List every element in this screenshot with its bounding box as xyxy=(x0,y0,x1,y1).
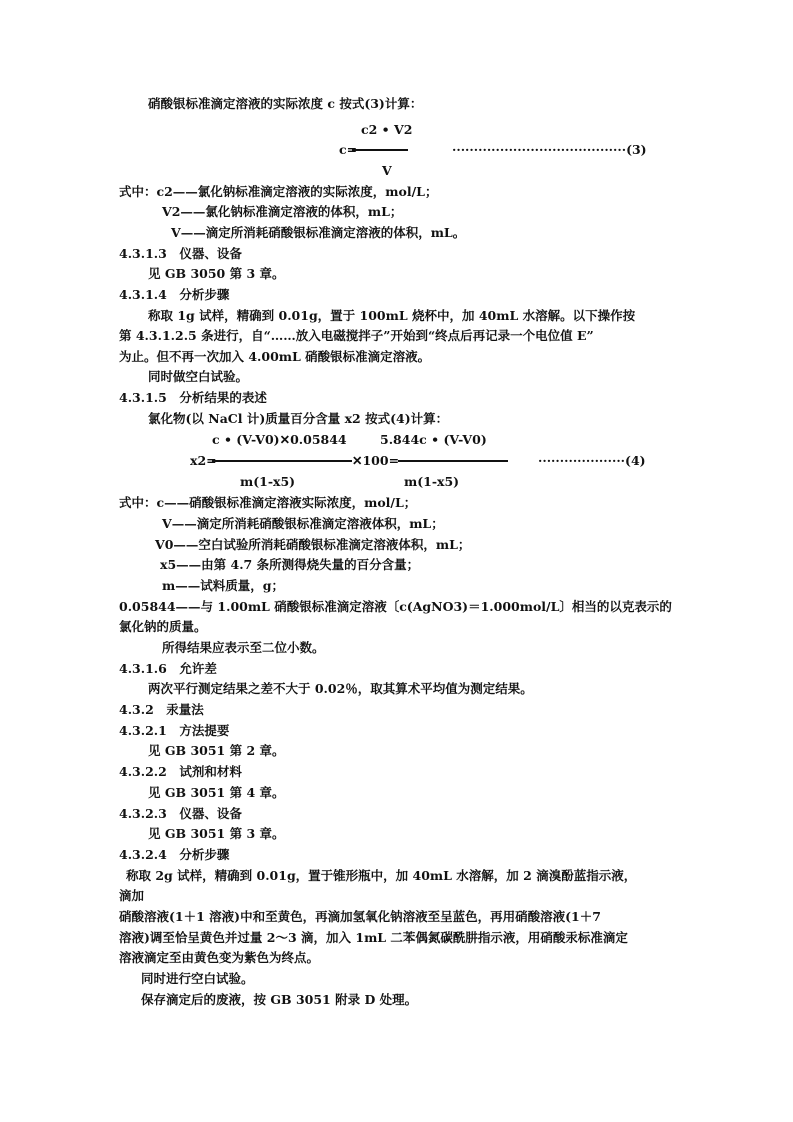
text-line: 0.05844——与 1.00mL 硝酸银标准滴定溶液〔c(AgNO3)＝1.000mol/L〕相当的以克表示的 xyxy=(119,599,672,614)
text-line: 见 GB 3051 第 2 章。 xyxy=(148,743,285,758)
section-heading: 4.3.1.4 分析步骤 xyxy=(119,287,230,302)
text-line: 硝酸银标准滴定溶液的实际浓度 c 按式(3)计算： xyxy=(148,96,423,111)
section-heading: 4.3.2.1 方法提要 xyxy=(119,723,230,738)
formula-4-fraction-bar-1 xyxy=(212,460,352,462)
text-line: 所得结果应表示至二位小数。 xyxy=(162,640,325,655)
text-line: 称取 2g 试样，精确到 0.01g，置于锥形瓶中，加 40mL 水溶解，加 2 滴溴酚蓝指示液， xyxy=(126,868,637,883)
formula-4-numerator-1: c • (V-V0)✕0.05844 xyxy=(212,432,347,447)
formula-3-dots-label: ········································(3) xyxy=(452,142,647,157)
text-line: 两次平行测定结果之差不大于 0.02％，取其算术平均值为测定结果。 xyxy=(148,681,533,696)
formula-3-numerator: c2 • V2 xyxy=(361,122,413,137)
text-line: 称取 1g 试样，精确到 0.01g，置于 100mL 烧杯中，加 40mL 水溶解。以下操作按 xyxy=(148,308,636,323)
section-heading: 4.3.2.2 试剂和材料 xyxy=(119,764,242,779)
section-heading: 4.3.2.3 仪器、设备 xyxy=(119,806,242,821)
text-line: 氯化钠的质量。 xyxy=(119,619,207,634)
formula-4-numerator-2: 5.844c • (V-V0) xyxy=(380,432,487,447)
section-heading: 4.3.2.4 分析步骤 xyxy=(119,847,230,862)
text-line: V——滴定所消耗硝酸银标准滴定溶液体积，mL； xyxy=(162,516,444,531)
formula-4-dots-label: ····················(4) xyxy=(538,453,646,468)
text-line: 为止。但不再一次加入 4.00mL 硝酸银标准滴定溶液。 xyxy=(119,349,431,364)
text-line: V——滴定所消耗硝酸银标准滴定溶液的体积，mL。 xyxy=(171,225,466,240)
text-line: m——试料质量，g； xyxy=(162,578,284,593)
text-line: 溶液)调至恰呈黄色并过量 2～3 滴，加入 1mL 二苯偶氮碳酰肼指示液，用硝酸汞标准滴定 xyxy=(119,930,628,945)
text-line: V0——空白试验所消耗硝酸银标准滴定溶液体积，mL； xyxy=(155,537,471,552)
text-line: 式中：c——硝酸银标准滴定溶液实际浓度，mol/L； xyxy=(119,495,417,510)
formula-4-multiplier: ✕100= xyxy=(352,453,400,468)
section-heading: 4.3.1.6 允许差 xyxy=(119,661,217,676)
text-line: 溶液滴定至由黄色变为紫色为终点。 xyxy=(119,950,320,965)
formula-4-denominator-1: m(1-x5) xyxy=(240,474,296,489)
section-heading: 4.3.1.5 分析结果的表述 xyxy=(119,390,267,405)
formula-4-lhs: x2= xyxy=(190,453,217,468)
text-line: 滴加 xyxy=(119,888,145,903)
formula-3-denominator: V xyxy=(382,163,392,178)
text-line: 氯化物(以 NaCl 计)质量百分含量 x2 按式(4)计算： xyxy=(148,411,449,426)
text-line: 式中：c2——氯化钠标准滴定溶液的实际浓度，mol/L； xyxy=(119,184,438,199)
text-line: 见 GB 3050 第 3 章。 xyxy=(148,266,285,281)
section-heading: 4.3.2 汞量法 xyxy=(119,702,204,717)
text-line: V2——氯化钠标准滴定溶液的体积，mL； xyxy=(162,204,403,219)
formula-4-denominator-2: m(1-x5) xyxy=(404,474,460,489)
formula-3-lhs: c= xyxy=(339,142,358,157)
text-line: 第 4.3.1.2.5 条进行，自“……放入电磁搅拌子”开始到“终点后再记录一个电位值 E” xyxy=(119,328,594,343)
text-line: 同时进行空白试验。 xyxy=(141,971,254,986)
text-line: 见 GB 3051 第 4 章。 xyxy=(148,785,285,800)
text-line: x5——由第 4.7 条所测得烧失量的百分含量； xyxy=(160,557,420,572)
text-line: 同时做空白试验。 xyxy=(148,369,249,384)
formula-4-fraction-bar-2 xyxy=(398,460,508,462)
text-line: 保存滴定后的废液，按 GB 3051 附录 D 处理。 xyxy=(141,992,418,1007)
section-heading: 4.3.1.3 仪器、设备 xyxy=(119,246,242,261)
formula-3-fraction-bar xyxy=(352,149,408,151)
text-line: 硝酸溶液(1＋1 溶液)中和至黄色，再滴加氢氧化钠溶液至呈蓝色，再用硝酸溶液(1＋7 xyxy=(119,909,601,924)
text-line: 见 GB 3051 第 3 章。 xyxy=(148,826,285,841)
